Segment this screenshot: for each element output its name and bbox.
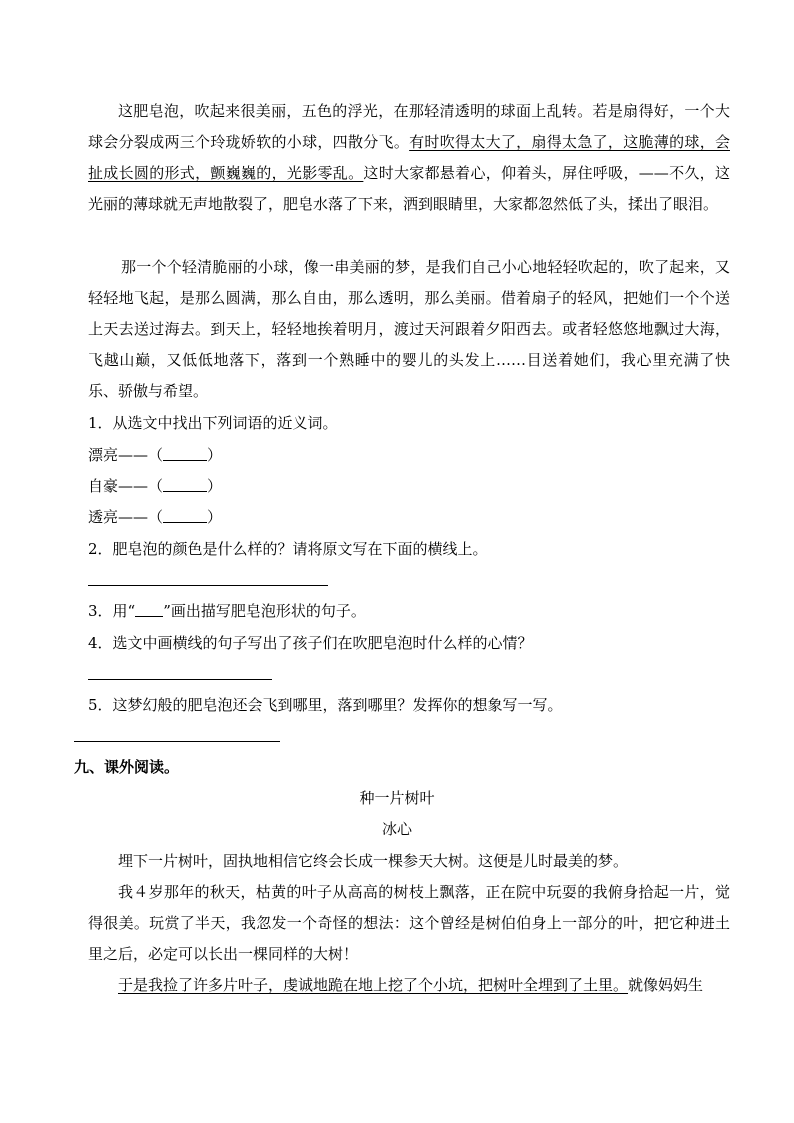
question-5: 5．这梦幻般的肥皂泡还会飞到哪里，落到哪里？发挥你的想象写一写。 [88, 696, 563, 714]
article-paragraph-1: 埋下一片树叶，固执地相信它终会长成一棵参天大树。这便是儿时最美的梦。 [118, 852, 629, 870]
passage-sentence: 这时大家都悬着心，仰着头，屏住呼吸，——不久，这光丽的薄球就无声地散裂了，肥皂水落了下来，洒到眼睛里，大家都忽然低了头，揉出了眼泪。 [88, 164, 730, 213]
question-2: 2．肥皂泡的颜色是什么样的？请将原文写在下面的横线上。 [88, 540, 488, 558]
article-author: 冰心 [381, 820, 412, 838]
underline-sample [135, 602, 163, 617]
answer-line-2[interactable] [88, 585, 328, 586]
synonym-item-2: 自豪——（ ） [88, 477, 223, 495]
underlined-sentence: 有时吹得太大了，扇得太急了，这脆薄的球，会扯成长圆的形式，颤巍巍的，光影零乱。 [88, 133, 730, 182]
passage-sentence: 这肥皂泡，吹起来很美丽，五色的浮光，在那轻清透明的球面上乱转。若是扇得好，一个大球会分裂成两三个玲珑娇软的小球，四散分飞。 [88, 102, 730, 151]
answer-blank[interactable] [163, 446, 207, 461]
question-1: 1．从选文中找出下列词语的近义词。 [88, 414, 338, 432]
article-title: 种一片树叶 [359, 789, 435, 807]
section-heading: 九、课外阅读。 [74, 758, 180, 776]
passage-paragraph-1 [88, 96, 730, 220]
synonym-item-1: 漂亮——（ ） [88, 446, 223, 464]
answer-blank[interactable] [163, 477, 207, 492]
answer-line-5[interactable] [74, 741, 280, 742]
answer-blank[interactable] [163, 508, 207, 523]
article-paragraph-2: 我４岁那年的秋天，枯黄的叶子从高高的树枝上飘落，正在院中玩耍的我俯身拾起一片，觉得很美。玩赏了半天，我忽发一个奇怪的想法：这个曾经是树伯伯身上一部分的叶，把它种进土里之后，必定可以长出一棵同样的大树！ [88, 883, 730, 963]
passage-paragraph-2: 那一个个轻清脆丽的小球，像一串美丽的梦，是我们自己小心地轻轻吹起的，吹了起来，又轻轻地飞起，是那么圆满，那么自由，那么透明，那么美丽。借着扇子的轻风，把她们一个个送上天去送过海去。到天上，轻轻地挨着明月，渡过天河跟着夕阳西去。或者轻悠悠地飘过大海，飞越山巅，又低低地落下，落到一个熟睡中的婴儿的头发上……目送着她们，我心里充满了快乐、骄傲与希望。 [88, 258, 730, 400]
question-4: 4．选文中画横线的句子写出了孩子们在吹肥皂泡时什么样的心情？ [88, 634, 533, 652]
answer-line-4[interactable] [88, 679, 272, 680]
synonym-item-3: 透亮——（ ） [88, 508, 223, 526]
underlined-sentence: 于是我捡了许多片叶子，虔诚地跪在地上挖了个小坑，把树叶全埋到了土里。 [118, 976, 629, 994]
article-paragraph-3: 于是我捡了许多片叶子，虔诚地跪在地上挖了个小坑，把树叶全埋到了土里。就像妈妈生 [118, 976, 704, 994]
question-3: 3．用“ ”画出描写肥皂泡形状的句子。 [88, 602, 366, 620]
